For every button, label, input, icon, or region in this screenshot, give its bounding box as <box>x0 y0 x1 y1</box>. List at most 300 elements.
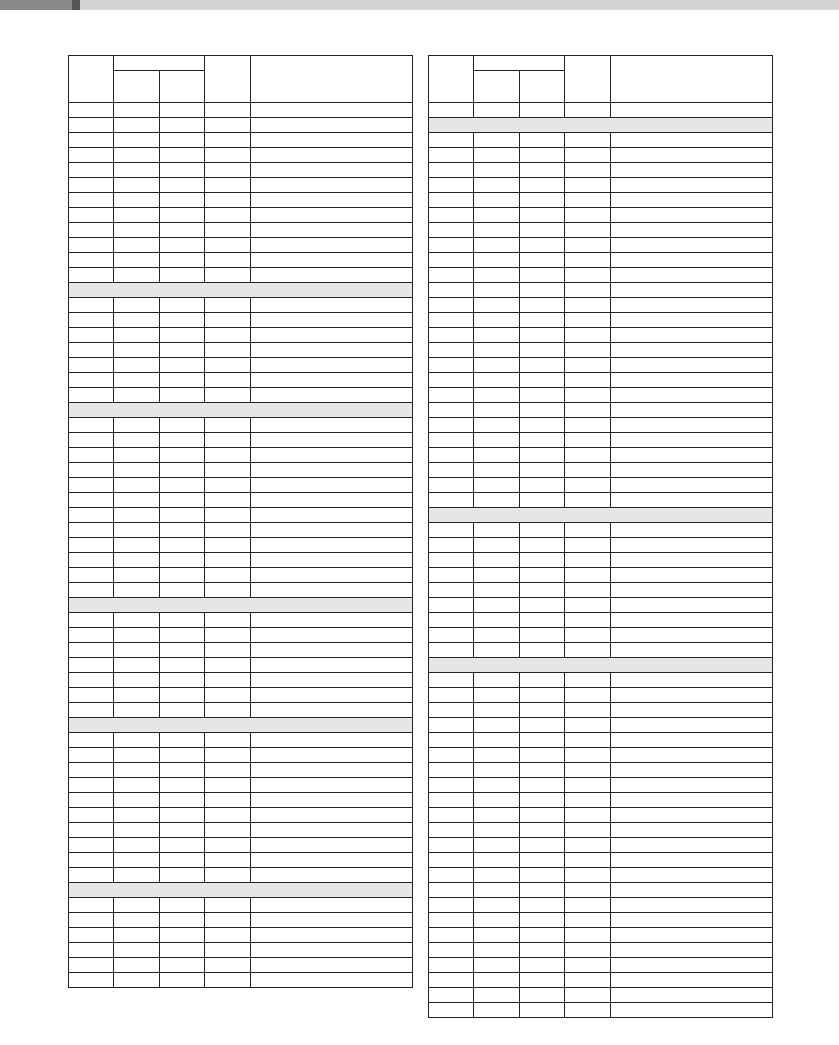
table-cell <box>565 763 611 778</box>
table-row <box>69 793 413 808</box>
table-cell <box>205 823 251 838</box>
table-cell <box>114 103 160 118</box>
table-row <box>429 823 773 838</box>
header-bar-marker <box>72 0 80 10</box>
table-cell <box>69 973 114 988</box>
table-row <box>69 373 413 388</box>
table-cell <box>69 628 114 643</box>
table-cell <box>429 568 474 583</box>
table-cell <box>429 973 474 988</box>
table-cell <box>114 238 160 253</box>
table-cell <box>429 328 474 343</box>
header-row <box>69 56 413 71</box>
table-cell <box>474 568 520 583</box>
section-divider-row <box>69 403 413 418</box>
table-cell <box>69 298 114 313</box>
table-cell <box>565 538 611 553</box>
table-cell <box>429 898 474 913</box>
table-cell <box>160 448 205 463</box>
table-cell <box>565 868 611 883</box>
table-cell <box>160 868 205 883</box>
table-cell <box>474 493 520 508</box>
table-cell <box>114 553 160 568</box>
header-cell <box>429 56 474 103</box>
table-cell <box>474 838 520 853</box>
table-cell <box>520 388 565 403</box>
table-cell <box>205 268 251 283</box>
table-cell <box>114 913 160 928</box>
table-cell <box>565 223 611 238</box>
table-cell <box>474 988 520 1003</box>
table-cell <box>69 193 114 208</box>
table-cell <box>520 958 565 973</box>
table-cell <box>205 343 251 358</box>
table-cell <box>114 253 160 268</box>
table-cell <box>160 118 205 133</box>
table-row <box>69 478 413 493</box>
table-cell <box>474 643 520 658</box>
table-cell <box>205 133 251 148</box>
table-cell <box>69 253 114 268</box>
table-cell <box>611 733 773 748</box>
table-cell <box>251 448 413 463</box>
table-cell <box>205 238 251 253</box>
table-cell <box>69 208 114 223</box>
table-cell <box>565 403 611 418</box>
table-cell <box>114 298 160 313</box>
table-cell <box>474 253 520 268</box>
table-cell <box>474 178 520 193</box>
table-cell <box>114 268 160 283</box>
section-cell <box>69 718 413 733</box>
table-cell <box>160 148 205 163</box>
table-cell <box>69 268 114 283</box>
table-cell <box>160 853 205 868</box>
header-subcell <box>114 71 160 103</box>
table-cell <box>611 673 773 688</box>
table-cell <box>114 733 160 748</box>
table-cell <box>160 463 205 478</box>
table-cell <box>69 793 114 808</box>
table-cell <box>205 538 251 553</box>
table-cell <box>205 493 251 508</box>
table-row <box>69 133 413 148</box>
table-cell <box>611 898 773 913</box>
table-cell <box>429 238 474 253</box>
table-cell <box>160 163 205 178</box>
table-cell <box>160 238 205 253</box>
header-subcell <box>520 71 565 103</box>
table-cell <box>114 118 160 133</box>
table-row <box>429 673 773 688</box>
table-cell <box>160 913 205 928</box>
table-cell <box>565 928 611 943</box>
table-cell <box>474 628 520 643</box>
table-cell <box>611 223 773 238</box>
table-cell <box>114 463 160 478</box>
table-row <box>429 418 773 433</box>
table-cell <box>429 103 474 118</box>
table-row <box>429 883 773 898</box>
table-cell <box>251 163 413 178</box>
table-cell <box>160 343 205 358</box>
table-cell <box>429 733 474 748</box>
table-cell <box>205 163 251 178</box>
table-cell <box>565 343 611 358</box>
table-cell <box>429 583 474 598</box>
table-cell <box>565 373 611 388</box>
table-cell <box>251 628 413 643</box>
table-cell <box>474 448 520 463</box>
table-cell <box>205 763 251 778</box>
table-cell <box>474 313 520 328</box>
table-row <box>69 193 413 208</box>
table-cell <box>429 283 474 298</box>
table-cell <box>565 838 611 853</box>
table-cell <box>160 628 205 643</box>
table-cell <box>429 748 474 763</box>
table-cell <box>205 658 251 673</box>
table-row <box>69 538 413 553</box>
table-cell <box>429 163 474 178</box>
table-cell <box>251 973 413 988</box>
table-cell <box>474 433 520 448</box>
table-cell <box>69 583 114 598</box>
table-cell <box>429 523 474 538</box>
table-cell <box>69 493 114 508</box>
table-cell <box>69 898 114 913</box>
table-row <box>429 538 773 553</box>
table-row <box>69 658 413 673</box>
table-cell <box>69 178 114 193</box>
table-cell <box>520 253 565 268</box>
table-cell <box>69 943 114 958</box>
table-cell <box>114 568 160 583</box>
table-row <box>429 733 773 748</box>
table-row <box>69 673 413 688</box>
table-cell <box>160 328 205 343</box>
table-cell <box>251 808 413 823</box>
table-cell <box>565 898 611 913</box>
table-row <box>429 628 773 643</box>
table-row <box>69 583 413 598</box>
header-bar-tab <box>0 0 72 10</box>
table-cell <box>251 328 413 343</box>
table-cell <box>520 343 565 358</box>
table-cell <box>611 628 773 643</box>
table-cell <box>611 868 773 883</box>
table-cell <box>611 478 773 493</box>
table-row <box>69 148 413 163</box>
table-cell <box>69 673 114 688</box>
table-row <box>429 178 773 193</box>
table-cell <box>429 643 474 658</box>
table-cell <box>611 253 773 268</box>
table-cell <box>114 208 160 223</box>
table-cell <box>429 988 474 1003</box>
table-cell <box>429 718 474 733</box>
table-cell <box>251 868 413 883</box>
table-cell <box>114 748 160 763</box>
table-cell <box>520 748 565 763</box>
table-cell <box>611 568 773 583</box>
table-cell <box>429 388 474 403</box>
table-cell <box>611 748 773 763</box>
table-cell <box>474 943 520 958</box>
table-cell <box>114 163 160 178</box>
table-row <box>69 268 413 283</box>
table-cell <box>520 688 565 703</box>
table-cell <box>69 373 114 388</box>
table-cell <box>160 478 205 493</box>
table-row <box>429 328 773 343</box>
table-cell <box>611 268 773 283</box>
table-cell <box>205 328 251 343</box>
table-row <box>69 448 413 463</box>
table-cell <box>160 178 205 193</box>
table-cell <box>429 313 474 328</box>
table-cell <box>520 883 565 898</box>
table-cell <box>205 568 251 583</box>
table-cell <box>205 193 251 208</box>
table-cell <box>429 133 474 148</box>
table-cell <box>114 193 160 208</box>
table-row <box>429 943 773 958</box>
table-cell <box>565 268 611 283</box>
table-cell <box>565 253 611 268</box>
table-cell <box>251 193 413 208</box>
table-cell <box>565 193 611 208</box>
table-cell <box>251 373 413 388</box>
table-cell <box>474 613 520 628</box>
table-row <box>69 253 413 268</box>
table-row <box>429 1003 773 1018</box>
table-cell <box>251 763 413 778</box>
table-cell <box>611 988 773 1003</box>
table-cell <box>611 883 773 898</box>
table-cell <box>474 283 520 298</box>
table-cell <box>160 418 205 433</box>
table-cell <box>611 208 773 223</box>
table-cell <box>611 388 773 403</box>
table-cell <box>251 748 413 763</box>
table-row <box>429 748 773 763</box>
table-cell <box>429 373 474 388</box>
table-cell <box>429 943 474 958</box>
table-cell <box>160 943 205 958</box>
table-cell <box>565 238 611 253</box>
table-cell <box>160 958 205 973</box>
table-cell <box>429 253 474 268</box>
table-cell <box>565 988 611 1003</box>
table-cell <box>611 583 773 598</box>
table-cell <box>114 778 160 793</box>
table-row <box>69 688 413 703</box>
table-cell <box>114 703 160 718</box>
table-cell <box>69 163 114 178</box>
section-cell <box>429 118 773 133</box>
table-cell <box>205 313 251 328</box>
table-row <box>429 868 773 883</box>
table-cell <box>474 268 520 283</box>
table-cell <box>520 523 565 538</box>
table-cell <box>205 868 251 883</box>
table-cell <box>69 328 114 343</box>
table-cell <box>251 553 413 568</box>
table-cell <box>251 958 413 973</box>
table-cell <box>565 958 611 973</box>
table-cell <box>520 208 565 223</box>
table-cell <box>474 793 520 808</box>
table-row <box>69 778 413 793</box>
table-cell <box>160 838 205 853</box>
table-cell <box>160 808 205 823</box>
table-cell <box>520 808 565 823</box>
table-row <box>69 508 413 523</box>
table-cell <box>114 328 160 343</box>
table-cell <box>611 778 773 793</box>
table-cell <box>251 253 413 268</box>
table-cell <box>114 418 160 433</box>
table-cell <box>69 823 114 838</box>
table-row <box>69 823 413 838</box>
table-cell <box>205 628 251 643</box>
table-cell <box>160 298 205 313</box>
table-row <box>429 898 773 913</box>
table-cell <box>205 178 251 193</box>
table-row <box>429 913 773 928</box>
table-row <box>429 838 773 853</box>
table-cell <box>69 463 114 478</box>
table-cell <box>114 478 160 493</box>
header-cell <box>611 56 773 103</box>
table-cell <box>520 628 565 643</box>
table-row <box>69 643 413 658</box>
table-cell <box>565 208 611 223</box>
table-cell <box>611 943 773 958</box>
table-cell <box>114 493 160 508</box>
table-cell <box>205 373 251 388</box>
table-cell <box>251 568 413 583</box>
table-cell <box>520 328 565 343</box>
table-cell <box>205 778 251 793</box>
table-cell <box>429 883 474 898</box>
table-cell <box>520 868 565 883</box>
table-cell <box>160 613 205 628</box>
table-cell <box>520 433 565 448</box>
table-cell <box>114 973 160 988</box>
table-cell <box>114 343 160 358</box>
table-cell <box>474 598 520 613</box>
table-cell <box>205 898 251 913</box>
table-row <box>429 778 773 793</box>
table-row <box>69 328 413 343</box>
table-cell <box>520 583 565 598</box>
table-cell <box>429 148 474 163</box>
table-cell <box>611 193 773 208</box>
table-row <box>69 418 413 433</box>
table-cell <box>520 943 565 958</box>
table-cell <box>474 463 520 478</box>
table-cell <box>474 388 520 403</box>
table-cell <box>114 868 160 883</box>
table-cell <box>611 238 773 253</box>
table-cell <box>69 778 114 793</box>
table-cell <box>251 493 413 508</box>
table-cell <box>611 463 773 478</box>
table-row <box>69 208 413 223</box>
table-cell <box>205 688 251 703</box>
table-cell <box>251 928 413 943</box>
table-cell <box>611 553 773 568</box>
table-row <box>429 148 773 163</box>
table-row <box>429 973 773 988</box>
table-cell <box>114 628 160 643</box>
table-row <box>429 223 773 238</box>
table-cell <box>565 148 611 163</box>
table-cell <box>565 913 611 928</box>
table-cell <box>565 328 611 343</box>
table-cell <box>565 493 611 508</box>
table-cell <box>251 523 413 538</box>
table-row <box>69 388 413 403</box>
table-row <box>429 718 773 733</box>
table-cell <box>611 538 773 553</box>
table-row <box>429 523 773 538</box>
table-cell <box>69 313 114 328</box>
table-cell <box>205 298 251 313</box>
table-cell <box>205 958 251 973</box>
table-cell <box>69 358 114 373</box>
table-cell <box>429 823 474 838</box>
table-cell <box>611 493 773 508</box>
table-cell <box>160 493 205 508</box>
table-cell <box>520 463 565 478</box>
table-cell <box>114 793 160 808</box>
table-cell <box>611 403 773 418</box>
table-cell <box>160 223 205 238</box>
table-row <box>429 193 773 208</box>
table-cell <box>611 913 773 928</box>
section-cell <box>69 883 413 898</box>
table-cell <box>474 898 520 913</box>
table-cell <box>520 538 565 553</box>
table-cell <box>474 808 520 823</box>
table-cell <box>429 628 474 643</box>
table-cell <box>114 658 160 673</box>
table-row <box>69 568 413 583</box>
table-cell <box>205 358 251 373</box>
table-cell <box>474 343 520 358</box>
table-cell <box>565 103 611 118</box>
table-row <box>429 928 773 943</box>
table-cell <box>565 568 611 583</box>
table-cell <box>251 823 413 838</box>
table-cell <box>160 973 205 988</box>
table-cell <box>565 133 611 148</box>
table-cell <box>160 643 205 658</box>
table-cell <box>114 613 160 628</box>
table-cell <box>474 403 520 418</box>
table-cell <box>611 718 773 733</box>
table-cell <box>69 238 114 253</box>
table-cell <box>251 703 413 718</box>
table-cell <box>69 223 114 238</box>
left-table-body <box>69 56 413 988</box>
table-cell <box>474 358 520 373</box>
table-cell <box>205 553 251 568</box>
table-cell <box>429 358 474 373</box>
